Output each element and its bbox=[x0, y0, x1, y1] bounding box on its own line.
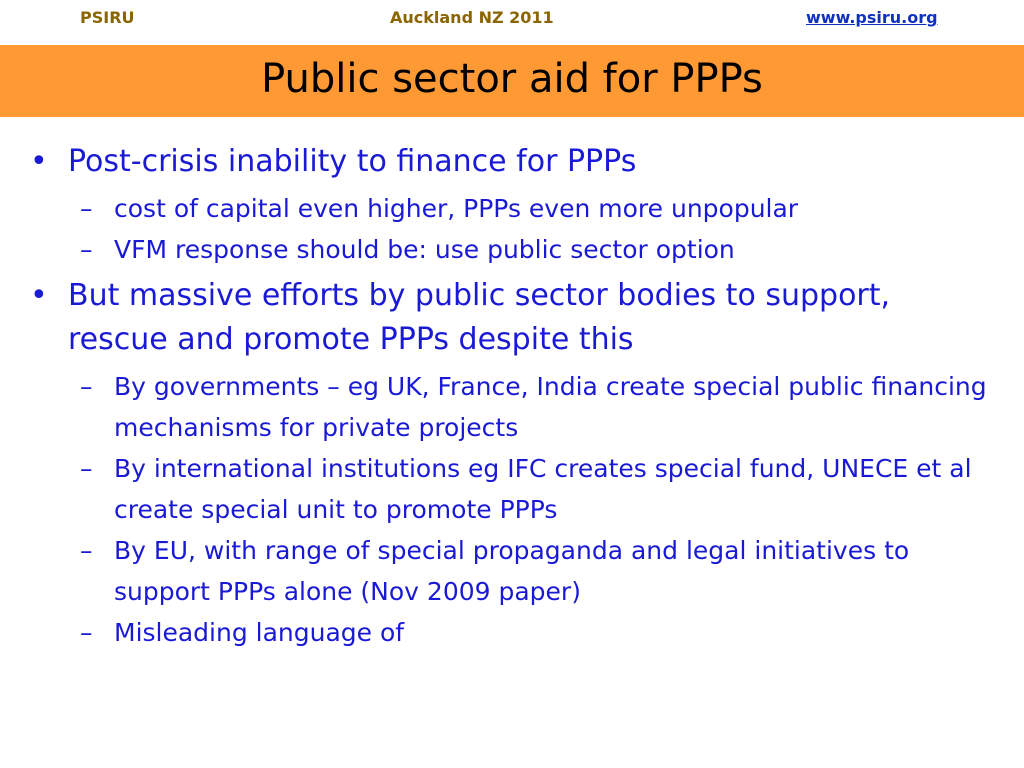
bullet-2 bbox=[0, 274, 958, 362]
header-org: PSIRU bbox=[80, 8, 135, 27]
header-url-link[interactable]: www.psiru.org bbox=[806, 8, 938, 27]
slide-header bbox=[0, 0, 1024, 40]
sub-bullet-2-2 bbox=[0, 448, 994, 530]
bullet-icon: • bbox=[30, 278, 48, 313]
dash-icon: – bbox=[80, 454, 93, 483]
dash-icon: – bbox=[80, 372, 93, 401]
sub-bullet-2-4 bbox=[0, 612, 994, 653]
sub-bullet-text: By international institutions eg IFC creates special fund, UNECE et al create special unit to promote PPPs bbox=[114, 454, 972, 524]
sub-bullet-text: Misleading language of bbox=[114, 618, 405, 647]
dash-icon: – bbox=[80, 235, 93, 264]
sub-bullet-2-3 bbox=[0, 530, 994, 612]
bullet-1-text: Post-crisis inability to finance for PPPs bbox=[68, 144, 637, 179]
title-band bbox=[0, 45, 1024, 117]
bullet-icon: • bbox=[30, 144, 48, 179]
bullet-2-text: But massive efforts by public sector bodies to support, rescue and promote PPPs despite this bbox=[68, 278, 891, 357]
dash-icon: – bbox=[80, 618, 93, 647]
dash-icon: – bbox=[80, 194, 93, 223]
slide-title: Public sector aid for PPPs bbox=[261, 56, 763, 102]
sub-bullet-1-2 bbox=[0, 229, 994, 270]
sub-bullet-1-1 bbox=[0, 188, 994, 229]
sub-bullet-text: By EU, with range of special propaganda and legal initiatives to support PPPs alone (Nov 2009 paper) bbox=[114, 536, 910, 606]
header-event: Auckland NZ 2011 bbox=[390, 8, 554, 27]
sub-bullet-text: cost of capital even higher, PPPs even more unpopular bbox=[114, 194, 799, 223]
slide-content bbox=[0, 140, 1024, 653]
sub-bullet-text: VFM response should be: use public sector option bbox=[114, 235, 735, 264]
bullet-1 bbox=[0, 140, 958, 184]
sub-bullet-2-1 bbox=[0, 366, 994, 448]
sub-bullet-text: By governments – eg UK, France, India create special public financing mechanisms for private projects bbox=[114, 372, 987, 442]
dash-icon: – bbox=[80, 536, 93, 565]
